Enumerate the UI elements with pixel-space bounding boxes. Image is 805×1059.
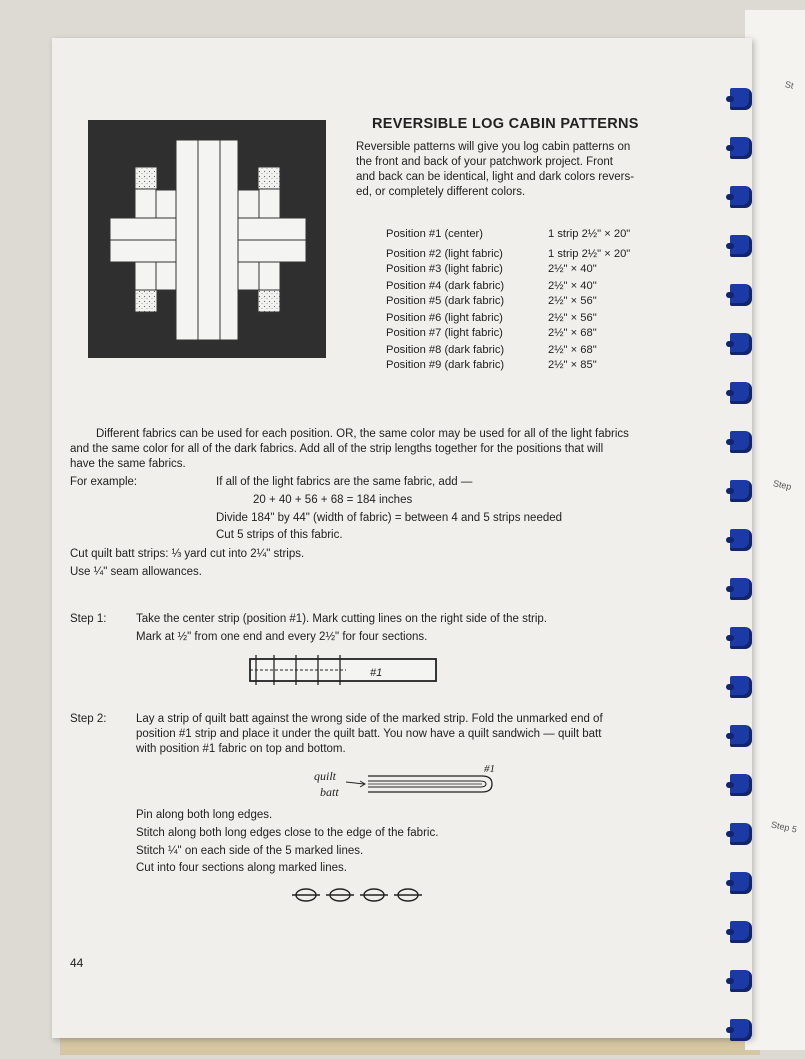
intro-paragraph	[356, 140, 686, 200]
position-label: Position #3 (light fabric)	[386, 263, 503, 275]
instruction-line: Stitch along both long edges close to the edge of the fabric.	[136, 827, 439, 839]
binding-coil	[730, 137, 752, 159]
paragraph-line: have the same fabrics.	[70, 458, 186, 470]
instruction-line: Pin along both long edges.	[136, 809, 273, 821]
log-cabin-quilt-block-figure	[88, 120, 326, 358]
example-line: Cut 5 strips of this fabric.	[216, 529, 343, 541]
quilt-block-svg	[88, 120, 326, 358]
binding-coil	[730, 578, 752, 600]
step-label: Step 1:	[70, 613, 107, 625]
step-text: Take the center strip (position #1). Mark cutting lines on the right side of the strip.	[136, 613, 548, 625]
binding-coil	[730, 774, 752, 796]
page-number: 44	[70, 956, 84, 970]
position-label: Position #9 (dark fabric)	[386, 359, 505, 371]
step-text: with position #1 fabric on top and bottom.	[136, 743, 346, 755]
intro-line: and back can be identical, light and dark colors revers-	[356, 171, 635, 183]
instruction-line: Stitch ¼" on each side of the 5 marked lines.	[136, 845, 364, 857]
position-dimension: 1 strip 2½" × 20"	[548, 228, 631, 240]
fig-position-label: #1	[484, 763, 495, 775]
position-label: Position #1 (center)	[386, 228, 484, 240]
cut-sections-figure	[288, 884, 428, 906]
marked-strip-figure	[246, 652, 442, 688]
step-label: Step 2:	[70, 713, 107, 725]
position-dimension: 1 strip 2½" × 20"	[548, 248, 631, 260]
example-sum: 20 + 40 + 56 + 68 = 184 inches	[253, 494, 413, 506]
batt-instruction: Cut quilt batt strips: ⅓ yard cut into 2¼" strips.	[70, 548, 305, 560]
next-page-edge	[745, 10, 805, 1050]
instruction-line: Cut into four sections along marked lines.	[136, 862, 347, 874]
binding-coil	[730, 921, 752, 943]
binding-coil	[730, 1019, 752, 1041]
example-line: Divide 184" by 44" (width of fabric) = between 4 and 5 strips needed	[216, 512, 563, 524]
binding-coil	[730, 382, 752, 404]
binding-coil	[730, 284, 752, 306]
fig-batt-label: batt	[320, 785, 339, 799]
binding-coil	[730, 872, 752, 894]
position-dimension: 2½" × 68"	[548, 327, 597, 339]
position-dimension: 2½" × 56"	[548, 295, 597, 307]
binding-coil	[730, 725, 752, 747]
position-label: Position #5 (dark fabric)	[386, 295, 505, 307]
page-title: REVERSIBLE LOG CABIN PATTERNS	[372, 116, 639, 132]
binding-coil	[730, 823, 752, 845]
binding-coil	[730, 970, 752, 992]
seam-instruction: Use ¼" seam allowances.	[70, 566, 202, 578]
quilt-sandwich-figure	[312, 760, 502, 806]
example-line: If all of the light fabrics are the same fabric, add —	[216, 476, 473, 488]
binding-coil	[730, 431, 752, 453]
position-dimension: 2½" × 85"	[548, 359, 597, 371]
binding-coil	[730, 235, 752, 257]
side-label: St	[784, 79, 795, 91]
binding-coil	[730, 480, 752, 502]
position-label: Position #8 (dark fabric)	[386, 344, 505, 356]
binding-coil	[730, 627, 752, 649]
position-dimension: 2½" × 68"	[548, 344, 597, 356]
side-label: Step	[772, 478, 793, 492]
strip-position-label: #1	[370, 667, 383, 679]
step-text: Mark at ½" from one end and every 2½" for four sections.	[136, 631, 428, 643]
step-text: position #1 strip and place it under the quilt batt. You now have a quilt sandwich — quilt batt	[136, 728, 602, 740]
position-dimension: 2½" × 40"	[548, 280, 597, 292]
binding-coil	[730, 186, 752, 208]
position-label: Position #7 (light fabric)	[386, 327, 503, 339]
position-label: Position #2 (light fabric)	[386, 248, 503, 260]
fig-quilt-label: quilt	[314, 769, 337, 783]
intro-line: Reversible patterns will give you log cabin patterns on	[356, 141, 631, 153]
paragraph-line: Different fabrics can be used for each position. OR, the same color may be used for all of the light fabrics	[96, 428, 629, 440]
example-label: For example:	[70, 476, 138, 488]
binding-coil	[730, 88, 752, 110]
position-label: Position #6 (light fabric)	[386, 312, 503, 324]
intro-line: ed, or completely different colors.	[356, 186, 526, 198]
position-dimension: 2½" × 56"	[548, 312, 597, 324]
intro-line: the front and back of your patchwork project. Front	[356, 156, 613, 168]
binding-coil	[730, 333, 752, 355]
paragraph-line: and the same color for all of the dark fabrics. Add all of the strip lengths together for the positions that will	[70, 443, 604, 455]
step-text: Lay a strip of quilt batt against the wrong side of the marked strip. Fold the unmarked end of	[136, 713, 603, 725]
position-label: Position #4 (dark fabric)	[386, 280, 505, 292]
position-dimension: 2½" × 40"	[548, 263, 597, 275]
side-label: Step 5	[770, 819, 798, 835]
binding-coil	[730, 529, 752, 551]
binding-coil	[730, 676, 752, 698]
